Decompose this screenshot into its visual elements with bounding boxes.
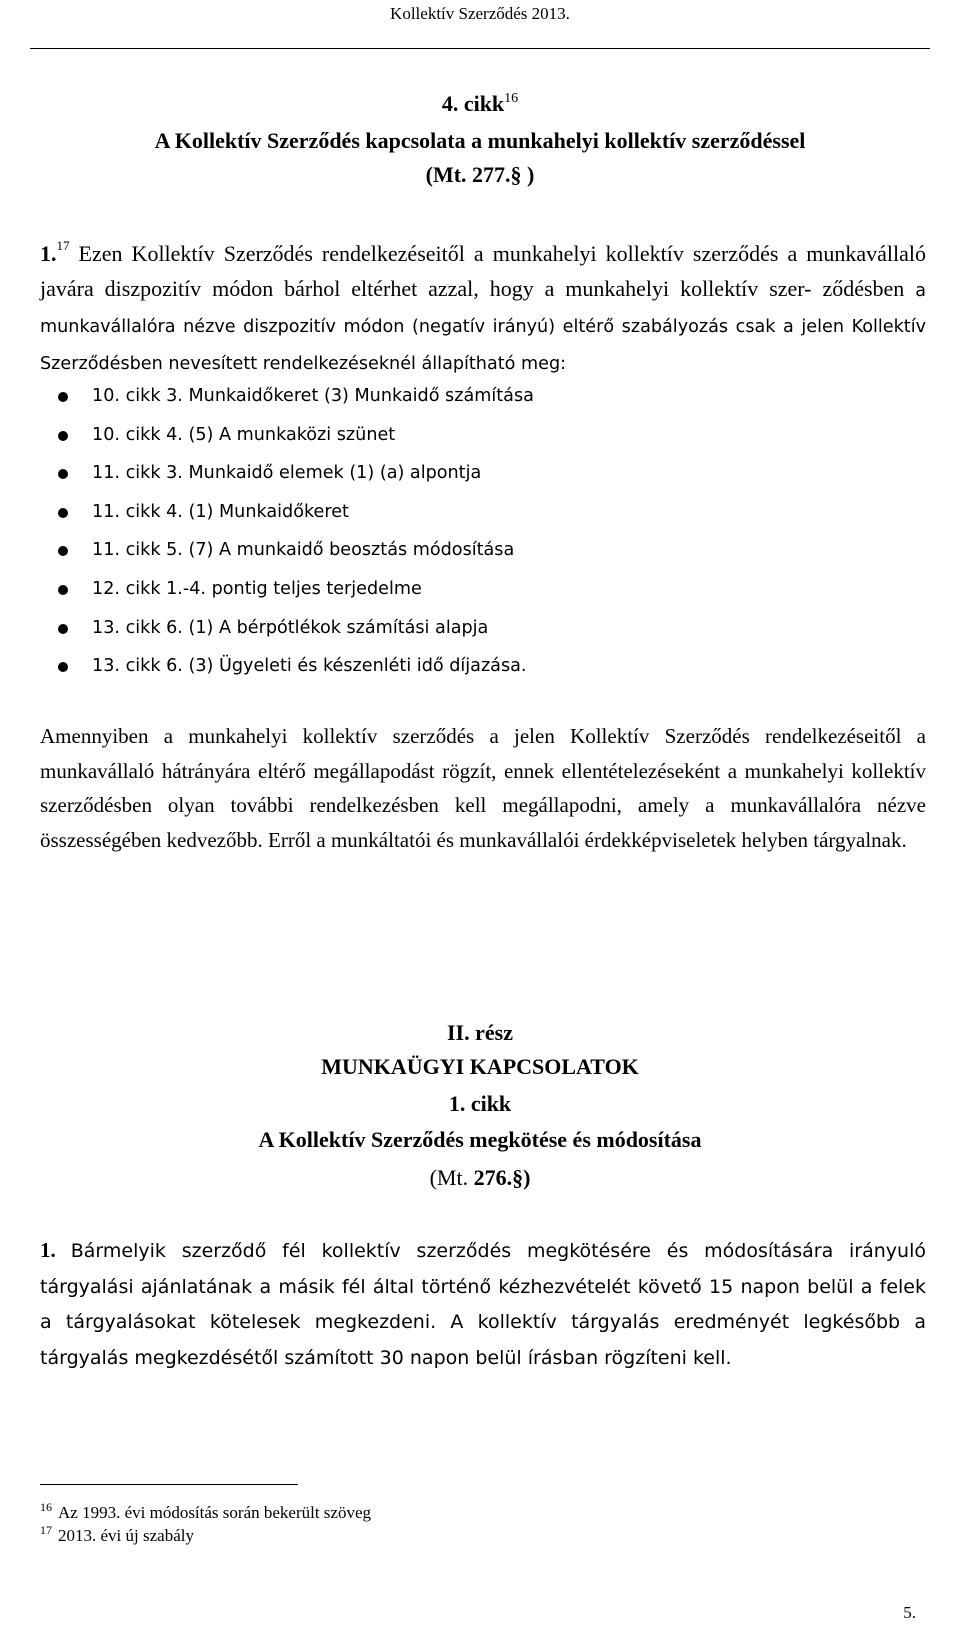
list-item: 11. cikk 5. (7) A munkaidő beosztás módosítása bbox=[58, 538, 758, 577]
footnote-ref-16: 16 bbox=[504, 91, 519, 106]
list-item: 11. cikk 4. (1) Munkaidőkeret bbox=[58, 500, 758, 539]
list-item: 10. cikk 3. Munkaidőkeret (3) Munkaidő számítása bbox=[58, 384, 758, 423]
article-reference-list bbox=[58, 384, 758, 693]
list-item: 12. cikk 1.-4. pontig teljes terjedelme bbox=[58, 577, 758, 616]
part-article-title: 1. cikk bbox=[448, 1091, 512, 1116]
list-item: 13. cikk 6. (1) A bérpótlékok számítási alapja bbox=[58, 616, 758, 655]
bullet-icon bbox=[58, 662, 68, 672]
article-reference: (Mt. 277.§ ) bbox=[425, 162, 535, 187]
footnote-16: $^{16}$ Az 1993. évi módosítás során bekerült szöveg bbox=[40, 1500, 372, 1522]
paragraph-3 bbox=[40, 1233, 926, 1375]
bullet-icon bbox=[58, 585, 68, 595]
paragraph-1 bbox=[40, 229, 926, 381]
paragraph-number: 1. bbox=[40, 1238, 56, 1262]
paragraph-1-sans-text: a munkavállalóra nézve diszpozitív módon (negatív irányú) eltérő szabályozás csak a jelen Kollektív Szerződésben nevesített rendelkezéseknél állapítható meg: bbox=[40, 280, 927, 374]
paragraph-number: 1. bbox=[40, 241, 57, 266]
part-article-reference: (Mt. 276.§) bbox=[429, 1165, 531, 1190]
article-heading bbox=[0, 86, 960, 117]
page-number: 5. bbox=[903, 1603, 916, 1622]
footnote-divider bbox=[40, 1484, 298, 1485]
paragraph-1-serif-text: Ezen Kollektív Szerződés rendelkezéseitől a munkahelyi kollektív szerződés a munkavállaló javára diszpozitív módon bárhol eltérhet azzal, hogy a munkahelyi kollektív szer- bbox=[40, 241, 926, 301]
running-header: Kollektív Szerződés 2013. bbox=[390, 4, 570, 23]
article-title: 4. cikk bbox=[441, 91, 505, 116]
bullet-icon bbox=[58, 624, 68, 634]
article-subtitle: A Kollektív Szerződés kapcsolata a munkahelyi kollektív szerződéssel bbox=[154, 128, 806, 153]
list-item: 11. cikk 3. Munkaidő elemek (1) (a) alpontja bbox=[58, 461, 758, 500]
list-item: 13. cikk 6. (3) Ügyeleti és készenléti idő díjazása. bbox=[58, 654, 758, 693]
part-title: MUNKAÜGYI KAPCSOLATOK bbox=[321, 1054, 639, 1079]
header-divider bbox=[30, 48, 930, 49]
bullet-icon bbox=[58, 392, 68, 402]
bullet-icon bbox=[58, 546, 68, 556]
paragraph-2: Amennyiben a munkahelyi kollektív szerződés a jelen Kollektív Szerződés rendelkezéseitől a munkavállaló hátrányára eltérő megállapodást rögzít, ennek ellentételezéseként a munkahelyi kollektív szerződésben olyan további rendelkezésben kell megállapodni, amely a munkavállalóra nézve összességében kedvezőbb. Erről a munkáltatói és munkavállalói érdekképviseletek helyben tárgyalnak. bbox=[40, 724, 926, 852]
part-heading: II. rész bbox=[447, 1020, 513, 1045]
bullet-icon bbox=[58, 431, 68, 441]
footnote-ref-17: 17 bbox=[56, 238, 70, 253]
bullet-icon bbox=[58, 469, 68, 479]
list-item: 10. cikk 4. (5) A munkaközi szünet bbox=[58, 423, 758, 462]
paragraph-3-text: Bármelyik szerződő fél kollektív szerződés megkötésére és módosítására irányuló tárgyalási ajánlatának a másik fél által történő kézhezvételét követő 15 napon belül a felek a tárgyalásokat kötelesek megkezdeni. A kollektív tárgyalás eredményét legkésőbb a tárgyalás megkezdésétől számított 30 napon belül írásban rögzíteni kell. bbox=[40, 1240, 926, 1369]
footnote-17: $^{17}$ 2013. évi új szabály bbox=[40, 1523, 194, 1545]
part-article-subtitle: A Kollektív Szerződés megkötése és módosítása bbox=[258, 1127, 702, 1152]
paragraph-1-line-start: ződésben bbox=[822, 275, 905, 301]
bullet-icon bbox=[58, 508, 68, 518]
